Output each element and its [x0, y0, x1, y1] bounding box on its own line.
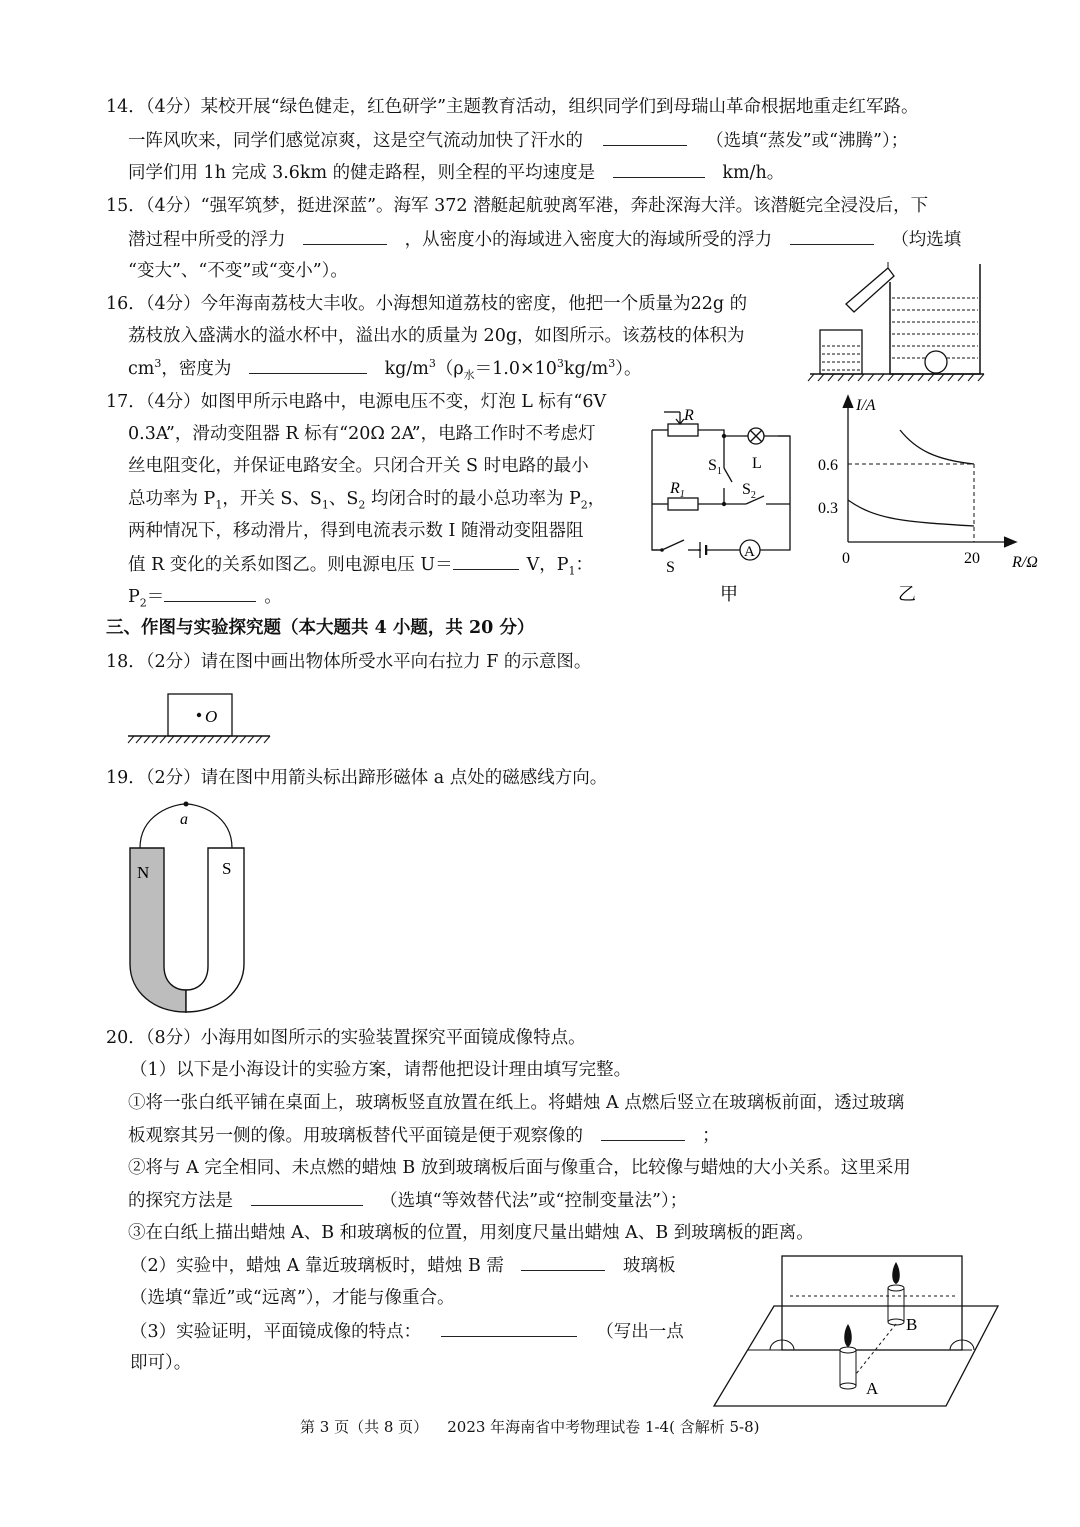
- label-ammeter: A: [744, 544, 755, 560]
- point-o: [197, 713, 201, 717]
- q20-l4-text: 板观察其另一侧的像。用玻璃板替代平面镜是便于观察像的: [128, 1126, 583, 1146]
- answer-blank-q14-1[interactable]: [603, 129, 687, 146]
- q17-line3: 丝电阻变化，并保证电路安全。只闭合开关 S 时电路的最小: [128, 456, 589, 476]
- q20-line7: ③在白纸上描出蜡烛 A、B 和玻璃板的位置，用刻度尺量出蜡烛 A、B 到玻璃板的距离。: [128, 1223, 814, 1243]
- graph-yi: [806, 392, 1056, 608]
- dashed-line: [856, 1324, 896, 1374]
- q14-line2-text: 一阵风吹来，同学们感觉凉爽，这是空气流动加快了汗水的: [128, 131, 583, 151]
- q17-l7-c: 。: [264, 587, 282, 607]
- q14-line1: 14．（4分）某校开展“绿色健走，红色研学”主题教育活动，组织同学们到母瑞山革命根据地重走红军路。: [106, 97, 919, 117]
- sub-2: 2: [358, 498, 366, 512]
- q15-line3: “变大”、“不变”或“变小”）。: [128, 261, 348, 281]
- q17-l4-e: ，: [587, 489, 606, 509]
- label-s: S: [222, 859, 232, 878]
- q16-end: ）。: [615, 359, 642, 379]
- q17-line6: [128, 553, 593, 576]
- unit-cm: cm: [128, 359, 155, 379]
- q17-line4: [128, 488, 605, 510]
- q15-line2-tail: （均选填: [891, 230, 962, 250]
- label-S1: $S_1$: [708, 457, 722, 477]
- q20-line9: （选填“靠近”或“远离”），才能与像重合。: [130, 1288, 455, 1308]
- answer-blank-q20-4[interactable]: [441, 1320, 577, 1337]
- answer-blank-q20-1[interactable]: [601, 1124, 685, 1141]
- q17-l4-d: 均闭合时的最小总功率为 P: [365, 489, 581, 509]
- q20-line10: [130, 1320, 684, 1343]
- sub-2b: 2: [580, 498, 588, 512]
- sub-1b: 1: [321, 498, 329, 512]
- q16-line3: [128, 357, 641, 380]
- q17-l4-c: 、S: [328, 489, 359, 509]
- candle-a: [840, 1324, 856, 1389]
- q17-l6-b: V，P: [526, 555, 569, 575]
- y-tick-0-3: 0.3: [818, 500, 838, 517]
- answer-blank-q17-2[interactable]: [164, 585, 256, 602]
- q14-unit: km/h。: [722, 163, 785, 183]
- rho: （ρ: [435, 359, 464, 379]
- rho-unit: kg/m: [563, 359, 609, 379]
- q14-line2-tail: （选填“蒸发”或“沸腾”）；: [706, 131, 909, 151]
- answer-blank-q15-1[interactable]: [303, 228, 387, 245]
- sub-water: 水: [463, 368, 475, 382]
- q16-line2: 荔枝放入盛满水的溢水杯中，溢出水的质量为 20g，如图所示。该荔枝的体积为: [128, 326, 745, 346]
- q17-line5: 两种情况下，移动滑片，得到电流表示数 I 随滑动变阻器阻: [128, 521, 584, 541]
- q16-line1: 16．（4分）今年海南荔枝大丰收。小海想知道荔枝的密度，他把一个质量为22g 的: [106, 294, 748, 314]
- q20-line8: [130, 1254, 676, 1277]
- q18-line1: 18．（2分）请在图中画出物体所受水平向右拉力 F 的示意图。: [106, 652, 592, 672]
- candle-b: [888, 1262, 904, 1325]
- label-L: L: [752, 455, 762, 472]
- lychee: [925, 351, 947, 373]
- sup-3b: 3: [428, 357, 436, 371]
- curve-upper: [900, 430, 974, 464]
- q15-line2-text: 潜过程中所受的浮力: [128, 230, 286, 250]
- glass-plate: [782, 1256, 962, 1350]
- q20-l4-tail: ；: [702, 1126, 720, 1146]
- label-a-candle: A: [866, 1379, 879, 1398]
- answer-blank-q20-3[interactable]: [521, 1254, 605, 1271]
- sup-3c: 3: [556, 357, 564, 371]
- plane-mirror-figure: [710, 1252, 1000, 1412]
- label-o: O: [205, 707, 218, 726]
- q18-block-figure: [128, 690, 278, 750]
- label-R: R: [684, 407, 694, 424]
- q15-line2-mid: ，从密度小的海域进入密度大的海域所受的浮力: [404, 230, 773, 250]
- q15-line1: 15．（4分）“强军筑梦，挺进深蓝”。海军 372 潜艇起航驶离军港，奔赴深海大洋。该潜艇完全浸没后，下: [106, 196, 929, 216]
- caption-jia: 甲: [720, 584, 738, 604]
- q20-line3: ①将一张白纸平铺在桌面上，玻璃板竖直放置在纸上。将蜡烛 A 点燃后竖立在玻璃板前面，透过玻璃: [128, 1093, 905, 1113]
- caption-yi: 乙: [898, 584, 916, 604]
- answer-blank-q16[interactable]: [249, 357, 367, 374]
- rho-value: ＝1.0×10: [474, 359, 557, 379]
- horseshoe-magnet-figure: [126, 796, 250, 1018]
- magnet-s-pole: [186, 848, 244, 1012]
- q17-l7-b: ＝: [146, 587, 165, 607]
- sub-1: 1: [215, 498, 223, 512]
- q20-line6: [128, 1189, 687, 1212]
- q20-line2: （1）以下是小海设计的实验方案，请帮他把设计理由填写完整。: [130, 1060, 632, 1080]
- overflow-cup: [890, 264, 980, 374]
- answer-blank-q17-1[interactable]: [453, 553, 519, 570]
- q14-line3: [128, 161, 784, 184]
- point-a: [184, 802, 189, 807]
- sub-2c: 2: [139, 596, 147, 610]
- label-b: B: [906, 1315, 918, 1334]
- q20-l8-tail: 玻璃板: [623, 1256, 676, 1276]
- label-S2: $S_2$: [742, 481, 756, 501]
- y-tick-0-6: 0.6: [818, 457, 838, 474]
- label-n: N: [137, 863, 150, 882]
- answer-blank-q15-2[interactable]: [790, 228, 874, 245]
- q20-line11: 即可）。: [130, 1353, 192, 1373]
- circuit-diagram-jia: [640, 408, 800, 608]
- y-axis-label: I/A: [856, 397, 876, 414]
- label-S: S: [666, 559, 675, 576]
- q15-line2: [128, 228, 961, 251]
- q17-l4-a: 总功率为 P: [128, 489, 216, 509]
- small-beaker: [820, 330, 862, 374]
- q19-line1: 19．（2分）请在图中用箭头标出蹄形磁体 a 点处的磁感线方向。: [106, 768, 608, 788]
- q14-line2: [128, 129, 908, 152]
- section-3-heading: 三、作图与实验探究题（本大题共 4 小题，共 20 分）: [106, 618, 535, 638]
- rheostat: [668, 424, 698, 436]
- q17-line2: 0.3A”，滑动变阻器 R 标有“20Ω 2A”，电路工作时不考虑灯: [128, 424, 596, 444]
- q20-line4: [128, 1124, 720, 1147]
- q20-l10-tail: （写出一点: [596, 1322, 684, 1342]
- sup-3: 3: [154, 357, 162, 371]
- q17-line1: 17．（4分）如图甲所示电路中，电源电压不变，灯泡 L 标有“6V: [106, 392, 607, 412]
- q17-l6-text: 值 R 变化的关系如图乙。则电源电压 U＝: [128, 555, 453, 575]
- q20-l10-text: （3）实验证明，平面镜成像的特点：: [130, 1322, 422, 1342]
- q20-line1: 20．（8分）小海用如图所示的实验装置探究平面镜成像特点。: [106, 1028, 586, 1048]
- q16-line3-text: ，密度为: [161, 359, 232, 379]
- q20-l6-text: 的探究方法是: [128, 1191, 233, 1211]
- origin-label: 0: [842, 550, 850, 567]
- page-footer: 第 3 页（共 8 页） 2023 年海南省中考物理试卷 1-4( 含解析 5-8): [300, 1418, 760, 1436]
- answer-blank-q20-2[interactable]: [251, 1189, 363, 1206]
- q17-l4-b: ，开关 S、S: [222, 489, 322, 509]
- q14-line3-text: 同学们用 1h 完成 3.6km 的健走路程，则全程的平均速度是: [128, 163, 596, 183]
- q20-l6-tail: （选填“等效替代法”或“控制变量法”）；: [380, 1191, 688, 1211]
- x-axis-label: R/Ω: [1012, 554, 1038, 571]
- q20-l8-text: （2）实验中，蜡烛 A 靠近玻璃板时，蜡烛 B 需: [130, 1256, 504, 1276]
- overflow-cup-figure: [808, 262, 988, 382]
- answer-blank-q14-2[interactable]: [613, 161, 705, 178]
- sup-3d: 3: [608, 357, 616, 371]
- label-a: a: [180, 811, 188, 828]
- q17-l6-c: ：: [575, 555, 594, 575]
- q17-line7: [128, 585, 282, 608]
- label-R1: $R_1$: [670, 480, 685, 500]
- curve-lower: [848, 500, 974, 526]
- q17-l7-a: P: [128, 587, 140, 607]
- q20-line5: ②将与 A 完全相同、未点燃的蜡烛 B 放到玻璃板后面与像重合，比较像与蜡烛的大小关系。这里采用: [128, 1158, 911, 1178]
- sub-1c: 1: [568, 564, 576, 578]
- x-tick-20: 20: [964, 550, 980, 567]
- unit-kgm: kg/m: [384, 359, 429, 379]
